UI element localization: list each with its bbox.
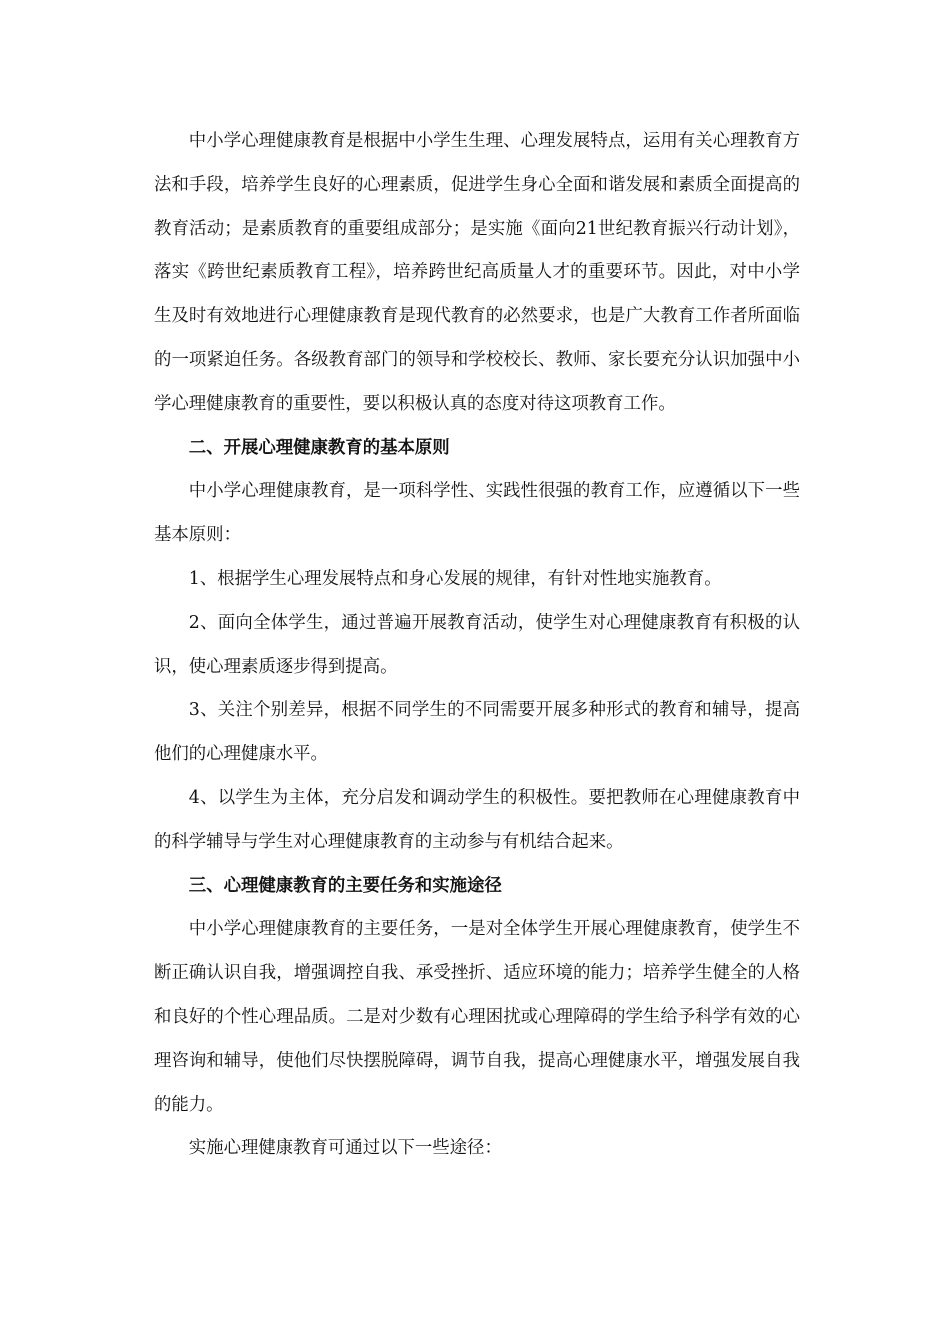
section-heading-principles: 二、开展心理健康教育的基本原则 (188, 437, 450, 458)
intro-paragraph: 中小学心理健康教育是根据中小学生生理、心理发展特点，运用有关心理教育方法和手段，培养学生良好的心理素质，促进学生身心全面和谐发展和素质全面提高的教育活动；是素质教育的重要组成部分；是实施《面向21世纪教育振兴行动计划》，落实《跨世纪素质教育工程》，培养跨世纪高质量人才的重要环节。因此，对中小学生及时有效地进行心理健康教育是现代教育的必然要求，也是广大教育工作者所面临的一项紧迫任务。各级教育部门的领导和学校校长、教师、家长要充分认识加强中小学心理健康教育的重要性，要以积极认真的态度对待这项教育工作。 (154, 131, 800, 414)
principle-item-3: 3、关注个别差异，根据不同学生的不同需要开展多种形式的教育和辅导，提高他们的心理健康水平。 (154, 700, 800, 765)
document-page (154, 120, 800, 1171)
principle-item-4: 4、以学生为主体，充分启发和调动学生的积极性。要把教师在心理健康教育中的科学辅导与学生对心理健康教育的主动参与有机结合起来。 (154, 787, 800, 852)
principle-item-2: 2、面向全体学生，通过普遍开展教育活动，使学生对心理健康教育有积极的认识，使心理素质逐步得到提高。 (154, 612, 800, 677)
tasks-paragraph: 中小学心理健康教育的主要任务，一是对全体学生开展心理健康教育，使学生不断正确认识自我，增强调控自我、承受挫折、适应环境的能力；培养学生健全的人格和良好的个性心理品质。二是对少数有心理困扰或心理障碍的学生给予科学有效的心理咨询和辅导，使他们尽快摆脱障碍，调节自我，提高心理健康水平，增强发展自我的能力。 (154, 919, 800, 1115)
section-heading-tasks: 三、心理健康教育的主要任务和实施途径 (188, 875, 502, 896)
ways-intro-paragraph: 实施心理健康教育可通过以下一些途径： (188, 1138, 502, 1159)
principle-item-1: 1、根据学生心理发展特点和身心发展的规律，有针对性地实施教育。 (188, 568, 722, 589)
principles-intro-paragraph: 中小学心理健康教育，是一项科学性、实践性很强的教育工作，应遵循以下一些基本原则： (154, 481, 800, 546)
